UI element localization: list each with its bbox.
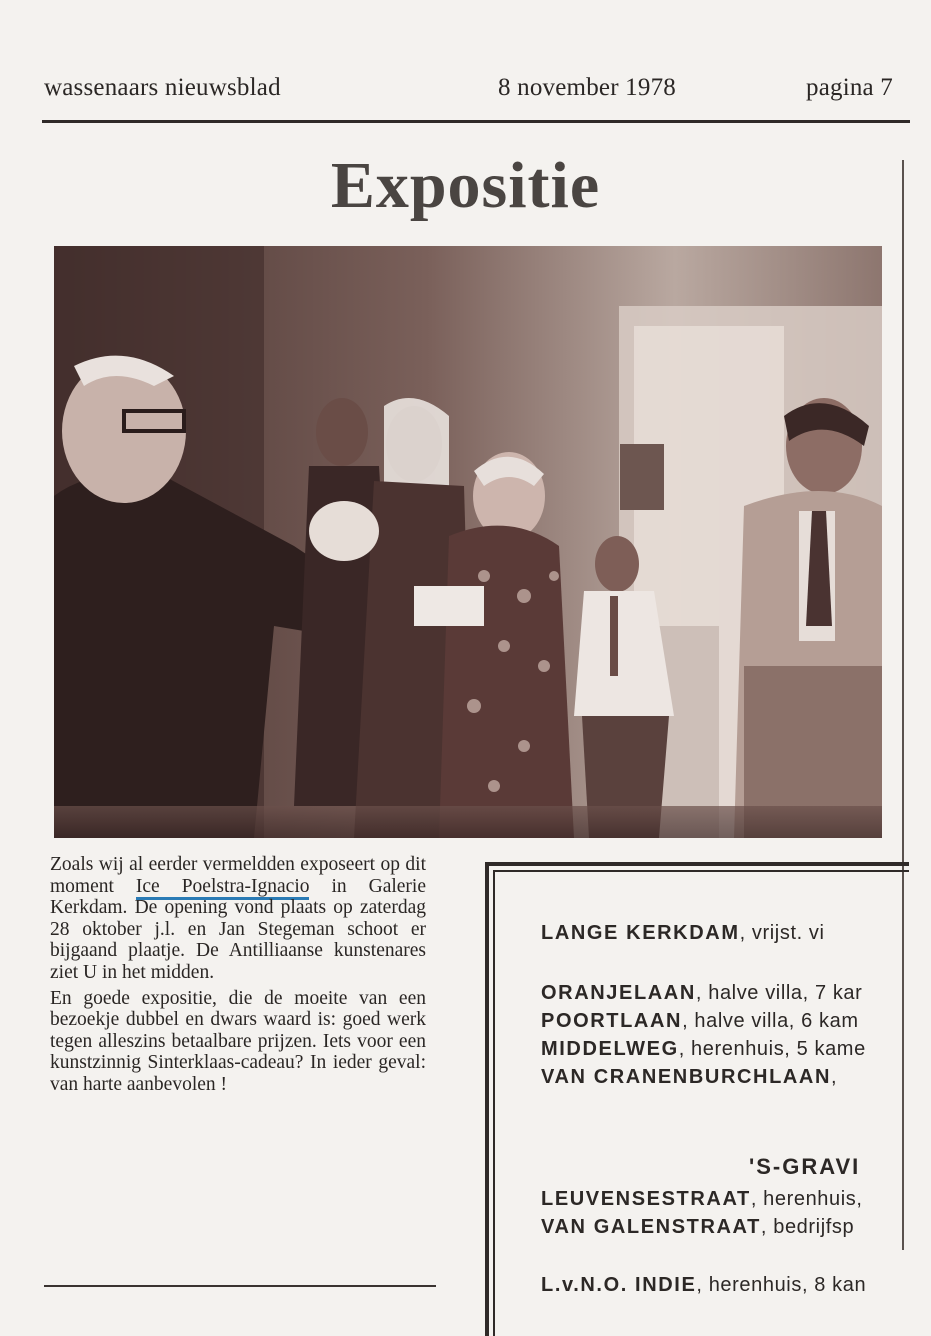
article-text-continued: in Galerie Kerkdam. De opening vond plaats op zaterdag 28 oktober j.l. en Jan Stegeman schoot er bijgaand plaatje. De Antilliaanse kunstenares ziet U in het midden. — [50, 875, 426, 983]
ad-listing — [541, 1274, 866, 1297]
masthead-page-number: pagina 7 — [806, 74, 893, 101]
ad-details: , herenhuis, 5 kame — [678, 1038, 866, 1060]
ad-listing — [541, 1010, 859, 1033]
article-bottom-rule — [44, 1285, 436, 1287]
ad-street: LEUVENSESTRAAT — [541, 1188, 751, 1210]
photo-image — [54, 246, 882, 838]
ad-details: , bedrijfsp — [760, 1216, 855, 1238]
ad-details: , herenhuis, — [750, 1188, 863, 1210]
ad-street: LANGE KERKDAM — [541, 922, 740, 944]
article-body — [50, 854, 426, 1100]
ad-listing — [541, 1188, 863, 1211]
ad-listing — [541, 1216, 854, 1239]
ad-street: L.v.N.O. INDIE — [541, 1274, 697, 1296]
article-paragraph-2: En goede expositie, die de moeite van een bezoekje dubbel en dwars waard is: goed werk tegen alleszins betaalbare prijzen. Iets voor een kunstzinnig Sinterklaas-cadeau? In ieder geval: van harte aanbevolen ! — [50, 987, 426, 1095]
ad-details: , vrijst. vi — [739, 922, 825, 944]
masthead-paper-name: wassenaars nieuwsblad — [44, 74, 281, 101]
ad-details: , herenhuis, 8 kan — [696, 1274, 867, 1296]
ad-listing — [541, 1038, 866, 1061]
masthead-date: 8 november 1978 — [498, 74, 676, 101]
article-headline: Expositie — [330, 149, 601, 222]
artist-name-highlight: Ice Poelstra-Ignacio — [136, 876, 310, 900]
ad-street: POORTLAAN — [541, 1010, 683, 1032]
ad-street: VAN GALENSTRAAT — [541, 1216, 761, 1238]
ad-section-heading: 'S-GRAVI — [749, 1154, 861, 1179]
ad-details: , halve villa, 6 kam — [682, 1010, 859, 1032]
ad-details: , halve villa, 7 kar — [695, 982, 863, 1004]
ad-listing — [541, 1066, 837, 1089]
real-estate-ad-box — [485, 862, 909, 1336]
ad-listing — [541, 922, 825, 945]
masthead-rule — [42, 120, 910, 123]
article-text-intro: Zoals wij al eerder vermeldden exposeert op dit moment — [50, 854, 426, 897]
ad-street: ORANJELAAN — [541, 982, 696, 1004]
ad-street: VAN CRANENBURCHLAAN — [541, 1066, 832, 1088]
exhibition-photo — [54, 246, 882, 838]
article-paragraph-1 — [50, 854, 426, 984]
ad-listing — [541, 982, 862, 1005]
ad-street: MIDDELWEG — [541, 1038, 679, 1060]
ad-details: , — [831, 1066, 838, 1088]
